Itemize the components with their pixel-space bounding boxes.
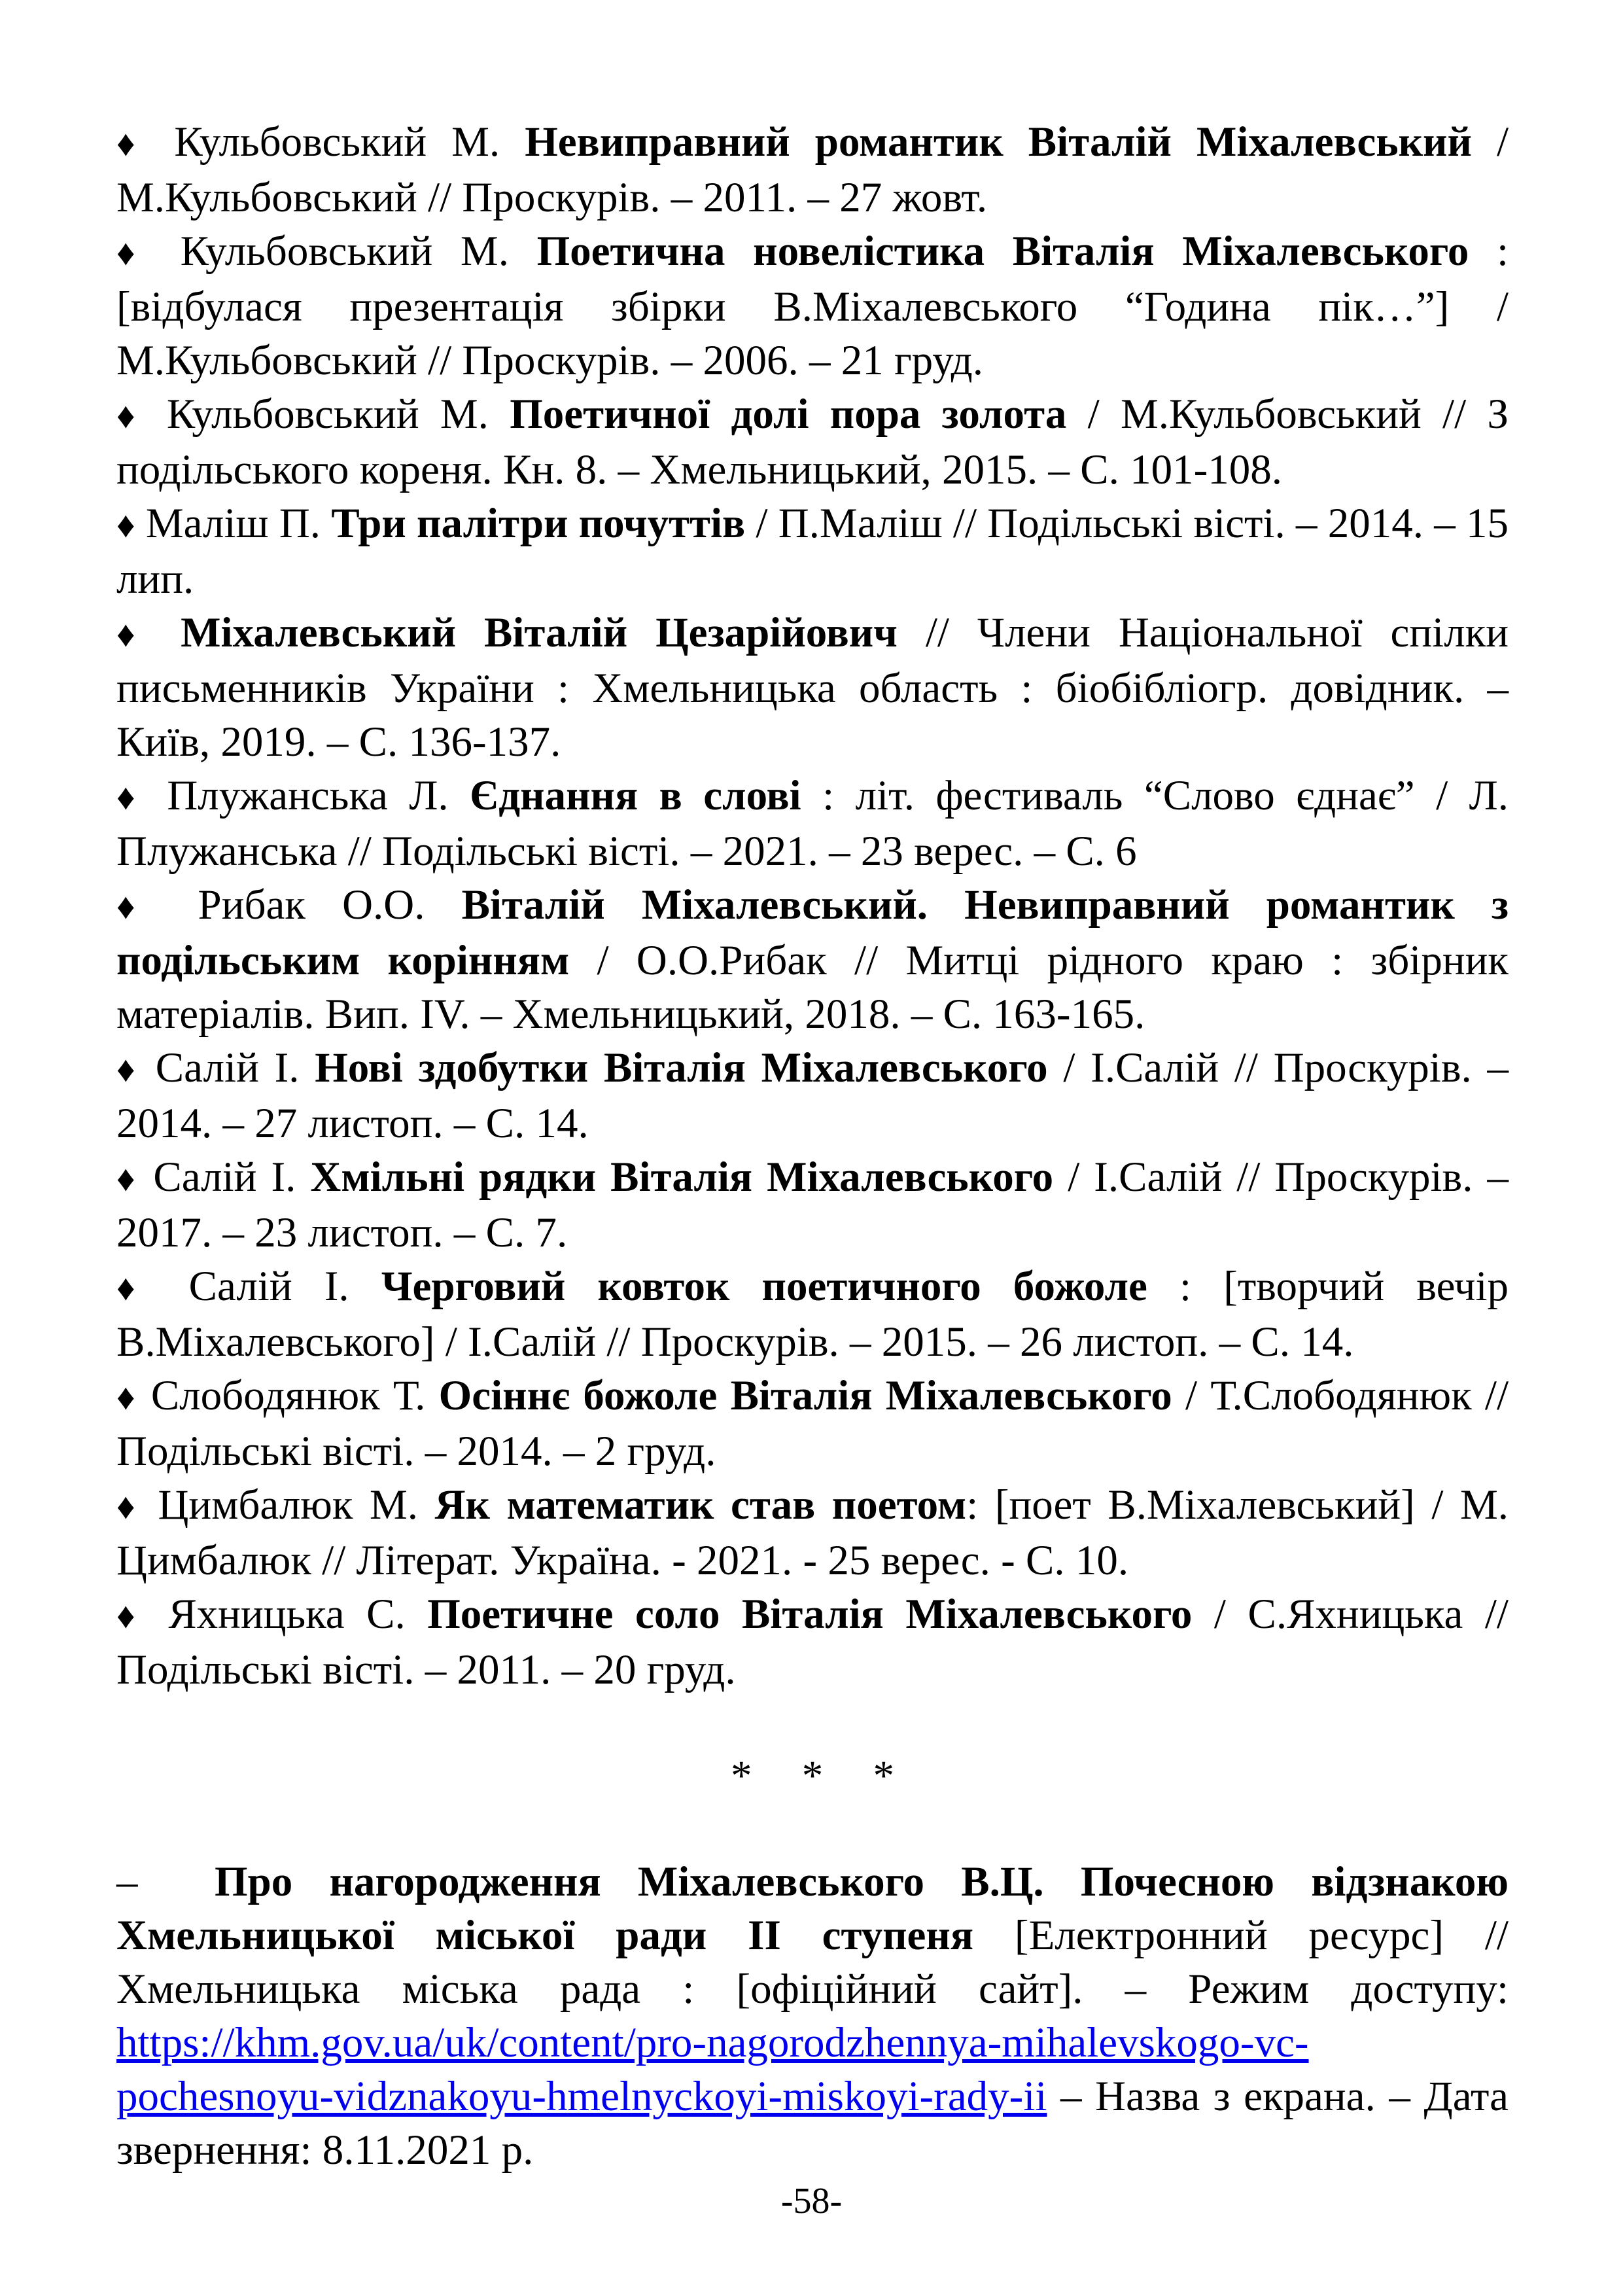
bib-entry	[116, 387, 1509, 497]
entry-title: Як математик став поетом	[434, 1481, 967, 1528]
document-page	[116, 115, 1509, 2177]
entry-details: : [відбулася презентація збірки В.Міхалевського “Година пік…”] / М.Кульбовський // Проскурів. – 2006. – 21 груд.	[116, 228, 1509, 384]
bib-entry	[116, 1369, 1509, 1478]
bib-entry	[116, 606, 1509, 769]
entry-title: Нові здобутки Віталія Міхалевського	[315, 1044, 1048, 1091]
bib-entry	[116, 224, 1509, 387]
section-separator: * * *	[731, 1752, 894, 1799]
electronic-resource-entry	[116, 1855, 1509, 2177]
entry-title: Поетична новелістика Віталія Міхалевського	[536, 228, 1469, 275]
diamond-bullet-icon: ♦	[116, 887, 162, 927]
diamond-bullet-icon: ♦	[116, 1377, 138, 1418]
entry-details: / П.Маліш // Подільські вісті. – 2014. – 15 лип.	[116, 500, 1509, 603]
entry-author: Рибак О.О.	[198, 881, 425, 928]
entry-author: Салій І.	[155, 1044, 300, 1091]
diamond-bullet-icon: ♦	[116, 1487, 141, 1527]
page-number: -58-	[780, 2181, 843, 2221]
diamond-bullet-icon: ♦	[116, 124, 150, 164]
entry-details: : [творчий вечір В.Міхалевського] / І.Салій // Проскурів. – 2015. – 26 листоп. – С. 14.	[116, 1263, 1509, 1366]
entry-author: Кульбовський М.	[166, 391, 489, 438]
diamond-bullet-icon: ♦	[116, 233, 152, 274]
entry-author: Цимбалюк М.	[158, 1481, 419, 1528]
entry-details: : літ. фестиваль “Слово єднає” / Л. Плужанська // Подільські вісті. – 2021. – 23 верес. – С. 6	[116, 772, 1509, 875]
entry-details: / М.Кульбовський // Проскурів. – 2011. – 27 жовт.	[116, 118, 1509, 221]
resource-title: Про нагородження Міхалевського В.Ц. Почесною відзнакою Хмельницької міської ради ІІ ступеня	[116, 1858, 1509, 1959]
entry-title: Невиправний романтик Віталій Міхалевський	[525, 118, 1472, 166]
entry-title: Хмільні рядки Віталія Міхалевського	[310, 1154, 1054, 1201]
entry-title: Поетичної долі пора золота	[510, 391, 1067, 438]
entry-title: Осіннє божоле Віталія Міхалевського	[438, 1372, 1172, 1419]
diamond-bullet-icon: ♦	[116, 1159, 139, 1199]
entry-details: // Члени Національної спілки письменників України : Хмельницька область : біобібліогр. довідник. – Київ, 2019. – С. 136-137.	[116, 609, 1509, 766]
bib-entry	[116, 1150, 1509, 1260]
entry-details: / О.О.Рибак // Митці рідного краю : збірник матеріалів. Вип. IV. – Хмельницький, 2018. – С. 163-165.	[116, 937, 1509, 1038]
bib-entry	[116, 1260, 1509, 1369]
entry-title: Поетичне соло Віталія Міхалевського	[427, 1591, 1193, 1638]
bib-entry	[116, 115, 1509, 224]
entry-details: / І.Салій // Проскурів. – 2017. – 23 листоп. – С. 7.	[116, 1154, 1509, 1256]
entry-title: Черговий ковток поетичного божоле	[381, 1263, 1147, 1310]
entry-details: / М.Кульбовський // З подільського кореня. Кн. 8. – Хмельницький, 2015. – С. 101-108.	[116, 391, 1509, 493]
bib-entry	[116, 1041, 1509, 1150]
bib-entry	[116, 878, 1509, 1041]
entry-author: Маліш П.	[145, 500, 321, 547]
entry-title: Єднання в слові	[470, 772, 801, 819]
entry-details: / Т.Слободянюк // Подільські вісті. – 2014. – 2 груд.	[116, 1372, 1509, 1475]
diamond-bullet-icon: ♦	[116, 396, 146, 436]
entry-author: Салій І.	[188, 1263, 349, 1310]
diamond-bullet-icon: ♦	[116, 1050, 141, 1090]
entry-title: Міхалевський Віталій Цезарійович	[181, 609, 898, 656]
entry-title: Три палітри почуттів	[331, 500, 746, 547]
entry-author: Плужанська Л.	[167, 772, 449, 819]
resource-tail: – Назва з екрана. – Дата звернення: 8.11.2021 р.	[116, 2073, 1509, 2174]
entry-author: Салій І.	[153, 1154, 296, 1201]
diamond-bullet-icon: ♦	[116, 505, 135, 546]
resource-dash: –	[116, 1858, 138, 1905]
entry-title: Віталій Міхалевський. Невиправний романтик з подільським корінням	[116, 881, 1509, 984]
bib-entry	[116, 1478, 1509, 1587]
entry-author: Яхницька С.	[168, 1591, 406, 1638]
bibliography-list	[116, 115, 1509, 1697]
entry-details: : [поет В.Міхалевський] / М. Цимбалюк // Літерат. Україна. - 2021. - 25 верес. - С. 10.	[116, 1481, 1509, 1584]
diamond-bullet-icon: ♦	[116, 614, 153, 655]
resource-details: [Електронний ресурс] // Хмельницька міська рада : [офіційний сайт]. – Режим доступу:	[116, 1912, 1509, 2013]
diamond-bullet-icon: ♦	[116, 1596, 147, 1636]
entry-details: / І.Салій // Проскурів. – 2014. – 27 листоп. – С. 14.	[116, 1044, 1509, 1147]
bib-entry	[116, 497, 1509, 606]
entry-author: Кульбовський М.	[180, 228, 509, 275]
entry-details: / С.Яхницька // Подільські вісті. – 2011. – 20 груд.	[116, 1591, 1509, 1693]
bib-entry	[116, 1587, 1509, 1697]
diamond-bullet-icon: ♦	[116, 1268, 157, 1309]
entry-author: Кульбовський М.	[174, 118, 500, 166]
resource-url-link[interactable]: https://khm.gov.ua/uk/content/pro-nagorodzhennya-mihalevskogo-vc-pochesnoyu-vidznakoyu-hmelnyckoyi-miskoyi-rady-ii	[116, 2019, 1309, 2120]
entry-author: Слободянюк Т.	[150, 1372, 426, 1419]
bib-entry	[116, 769, 1509, 878]
diamond-bullet-icon: ♦	[116, 777, 146, 818]
